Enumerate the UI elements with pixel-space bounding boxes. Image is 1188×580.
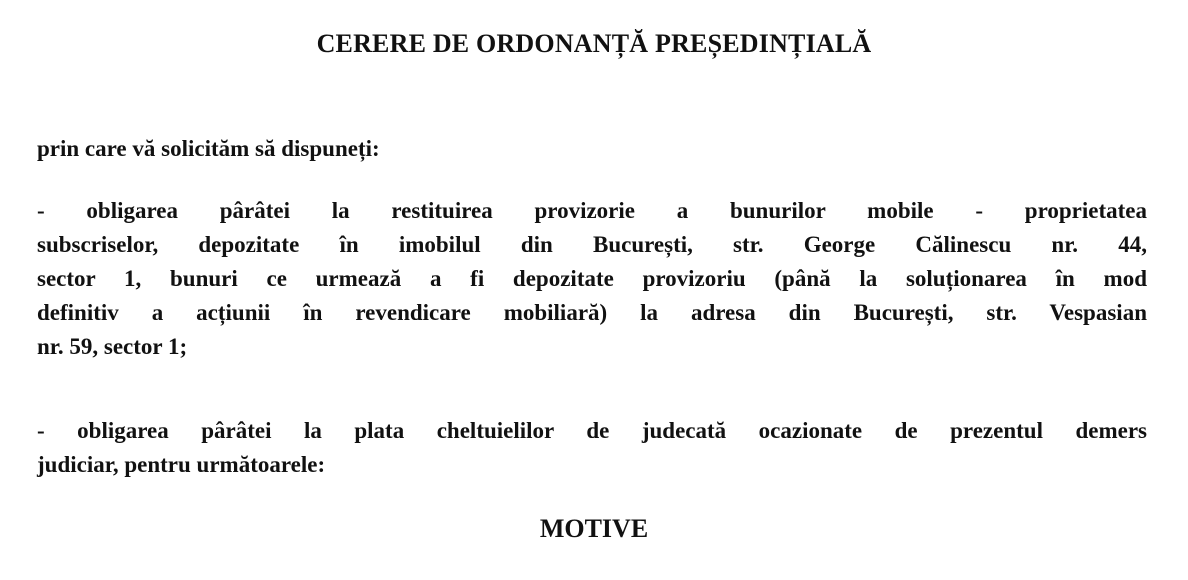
paragraph-line: - obligarea pârâtei la plata cheltuielilor de judecată ocazionate de prezentul demers bbox=[37, 418, 1147, 443]
paragraph-line: subscriselor, depozitate în imobilul din București, str. George Călinescu nr. 44, bbox=[37, 232, 1147, 257]
paragraph-line: nr. 59, sector 1; bbox=[37, 334, 188, 359]
request-paragraph-court-costs bbox=[37, 414, 1147, 482]
document-title: CERERE DE ORDONANȚĂ PREȘEDINȚIALĂ bbox=[316, 29, 872, 58]
paragraph-line: - obligarea pârâtei la restituirea provizorie a bunurilor mobile - proprietatea bbox=[37, 198, 1147, 223]
paragraph-line: definitiv a acțiunii în revendicare mobiliară) la adresa din București, str. Vespasian bbox=[37, 300, 1147, 325]
paragraph-line: sector 1, bunuri ce urmează a fi depozitate provizoriu (până la soluționarea în mod bbox=[37, 266, 1147, 291]
intro-text: prin care vă solicităm să dispuneți: bbox=[37, 136, 380, 161]
section-heading-motive: MOTIVE bbox=[539, 514, 649, 543]
request-paragraph-restitution bbox=[37, 194, 1147, 364]
paragraph-line: judiciar, pentru următoarele: bbox=[37, 452, 326, 477]
